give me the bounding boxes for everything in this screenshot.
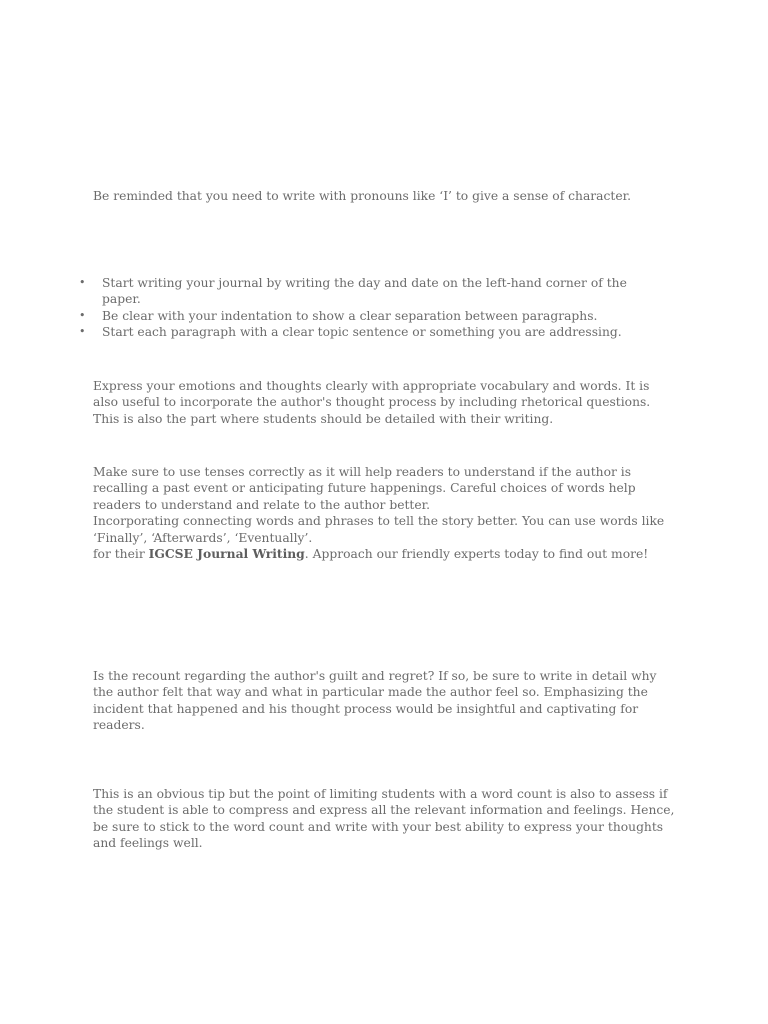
tenses-suffix: . Approach our friendly experts today to find out more! bbox=[304, 547, 649, 562]
list-item bbox=[0, 324, 642, 340]
bullet-icon: • bbox=[79, 325, 86, 339]
list-item bbox=[0, 308, 642, 324]
bullet-icon: • bbox=[79, 308, 86, 322]
igcse-journal-writing-emphasis: IGCSE Journal Writing bbox=[148, 546, 305, 562]
reminder-paragraph bbox=[93, 188, 693, 204]
tip-text: Be clear with your indentation to show a clear separation between paragraphs. bbox=[102, 308, 598, 323]
wordcount-text: This is an obvious tip but the point of limiting students with a word count is also to assess if the student is able to compress and express all the relevant information and feelings. Hence, be sure to stick to the word count and write with your best ability to express your thoughts and feelings well. bbox=[93, 787, 675, 851]
bullet-icon: • bbox=[79, 276, 86, 289]
reminder-text: Be reminded that you need to write with pronouns like ‘I’ to give a sense of character. bbox=[93, 189, 632, 203]
tips-list bbox=[0, 275, 700, 341]
tenses-paragraph bbox=[93, 464, 683, 562]
emotions-text: Express your emotions and thoughts clearly with appropriate vocabulary and words. It is also useful to incorporate the author's thought process by including rhetorical questions. This is also the part where students should be detailed with their writing. bbox=[93, 379, 651, 426]
tenses-text-1: Make sure to use tenses correctly as it will help readers to understand if the author is recalling a past event or anticipating future happenings. Careful choices of words help readers to understand and relate to the author better. bbox=[93, 465, 636, 512]
guilt-text: Is the recount regarding the author's guilt and regret? If so, be sure to write in detail why the author felt that way and what in particular made the author feel so. Emphasizing the incident that happened and his thought process would be insightful and captivating for readers. bbox=[93, 669, 657, 733]
emotions-paragraph bbox=[93, 378, 673, 427]
list-item bbox=[0, 275, 642, 308]
tenses-text-3 bbox=[93, 546, 683, 562]
wordcount-paragraph bbox=[93, 786, 683, 852]
tip-text: Start each paragraph with a clear topic sentence or something you are addressing. bbox=[102, 325, 622, 340]
tenses-text-2: Incorporating connecting words and phrases to tell the story better. You can use words like ‘Finally’, ‘Afterwards’, ‘Eventually’. bbox=[93, 514, 665, 545]
tenses-prefix: for their bbox=[93, 547, 149, 562]
guilt-paragraph bbox=[93, 668, 668, 734]
tip-text: Start writing your journal by writing the day and date on the left-hand corner of the paper. bbox=[102, 276, 627, 307]
